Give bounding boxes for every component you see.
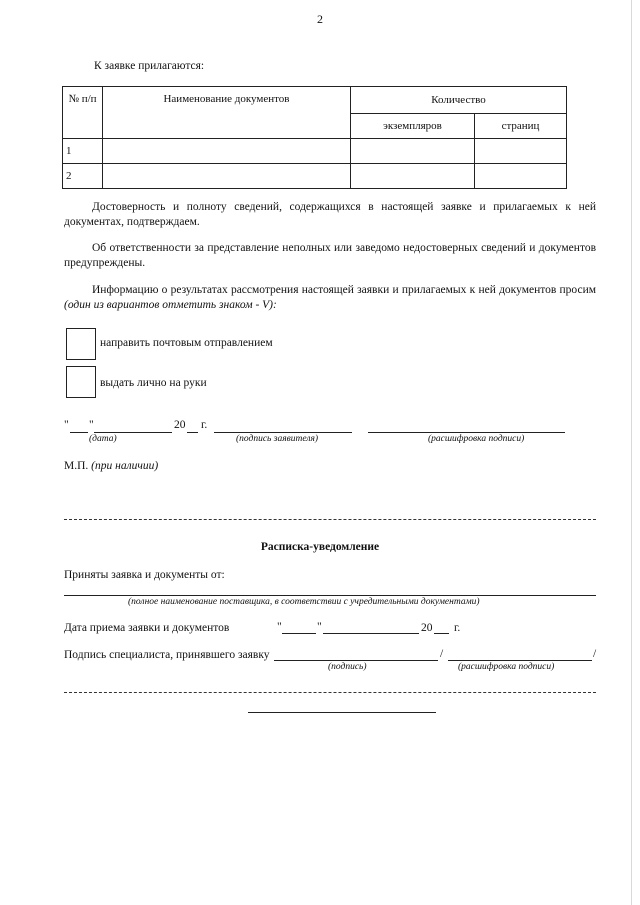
header-number: № п/п xyxy=(63,87,103,139)
in-person-option-label: выдать лично на руки xyxy=(100,377,207,389)
stamp-note: (при наличии) xyxy=(91,460,159,472)
month-line[interactable] xyxy=(94,432,172,433)
info-hint: (один из вариантов отметить знаком - V): xyxy=(64,299,277,311)
date-caption: (дата) xyxy=(89,434,117,444)
table-row xyxy=(63,164,567,189)
header-quantity: Количество xyxy=(351,87,567,114)
page-number: 2 xyxy=(317,12,323,26)
row-number: 2 xyxy=(63,164,103,189)
cut-line-bottom xyxy=(64,692,596,693)
receipt-date-label: Дата приема заявки и документов xyxy=(64,622,230,634)
info-paragraph xyxy=(64,283,596,313)
specialist-decoding-line[interactable] xyxy=(448,660,592,661)
receipt-year-line[interactable] xyxy=(434,633,449,634)
applicant-signature-line[interactable] xyxy=(214,432,352,433)
cut-line-top xyxy=(64,519,596,520)
mail-checkbox[interactable] xyxy=(66,328,96,360)
stamp-line xyxy=(64,460,158,472)
slash-left: / xyxy=(440,648,444,660)
info-text: Информацию о результатах рассмотрения настоящей заявки и прилагаемых к ней документов просим xyxy=(92,284,596,296)
header-doc-name: Наименование документов xyxy=(103,87,351,139)
day-line[interactable] xyxy=(70,432,88,433)
specialist-label: Подпись специалиста, принявшего заявку xyxy=(64,649,270,661)
accuracy-paragraph xyxy=(64,200,596,230)
applicant-decoding-line[interactable] xyxy=(368,432,565,433)
receipt-year-suffix: г. xyxy=(454,622,461,634)
row-copies[interactable] xyxy=(351,164,475,189)
receipt-month-line[interactable] xyxy=(323,633,419,634)
row-doc-name[interactable] xyxy=(103,164,351,189)
decoding-caption: (расшифровка подписи) xyxy=(428,434,525,444)
specialist-signature-caption: (подпись) xyxy=(328,662,367,672)
receipt-year-prefix: 20 xyxy=(421,622,433,634)
accuracy-text: Достоверность и полноту сведений, содержащихся в настоящей заявке и прилагаемых к ней документах, подтверждаем. xyxy=(64,201,596,228)
table-row xyxy=(63,139,567,164)
row-copies[interactable] xyxy=(351,139,475,164)
row-pages[interactable] xyxy=(475,164,567,189)
specialist-signature-line[interactable] xyxy=(274,660,438,661)
receipt-quote-open: " xyxy=(277,621,282,633)
supplier-caption: (полное наименование поставщика, в соответствии с учредительными документами) xyxy=(128,597,480,607)
documents-table xyxy=(62,86,567,189)
specialist-decoding-caption: (расшифровка подписи) xyxy=(458,662,555,672)
date-quote-open: " xyxy=(64,419,69,431)
receipt-day-line[interactable] xyxy=(282,633,316,634)
responsibility-text: Об ответственности за представление неполных или заведомо недостоверных сведений и документов предупреждены. xyxy=(64,242,596,269)
header-copies: экземпляров xyxy=(351,114,475,139)
attached-heading: К заявке прилагаются: xyxy=(94,60,205,72)
receipt-quote-close: " xyxy=(317,621,322,633)
row-doc-name[interactable] xyxy=(103,139,351,164)
end-separator xyxy=(248,712,436,713)
row-pages[interactable] xyxy=(475,139,567,164)
stamp-label: М.П. xyxy=(64,460,89,472)
mail-option-label: направить почтовым отправлением xyxy=(100,337,273,349)
year-prefix: 20 xyxy=(174,419,186,431)
year-line[interactable] xyxy=(187,432,198,433)
responsibility-paragraph xyxy=(64,241,596,271)
row-number: 1 xyxy=(63,139,103,164)
date-quote-close: " xyxy=(89,419,94,431)
receipt-title: Расписка-уведомление xyxy=(260,541,380,553)
signature-caption: (подпись заявителя) xyxy=(236,434,319,444)
header-pages: страниц xyxy=(475,114,567,139)
accepted-from-label: Приняты заявка и документы от: xyxy=(64,569,225,581)
in-person-checkbox[interactable] xyxy=(66,366,96,398)
supplier-name-line[interactable] xyxy=(64,595,596,596)
page-edge-line xyxy=(631,0,632,905)
year-suffix: г. xyxy=(201,419,208,431)
slash-right: / xyxy=(593,648,597,660)
